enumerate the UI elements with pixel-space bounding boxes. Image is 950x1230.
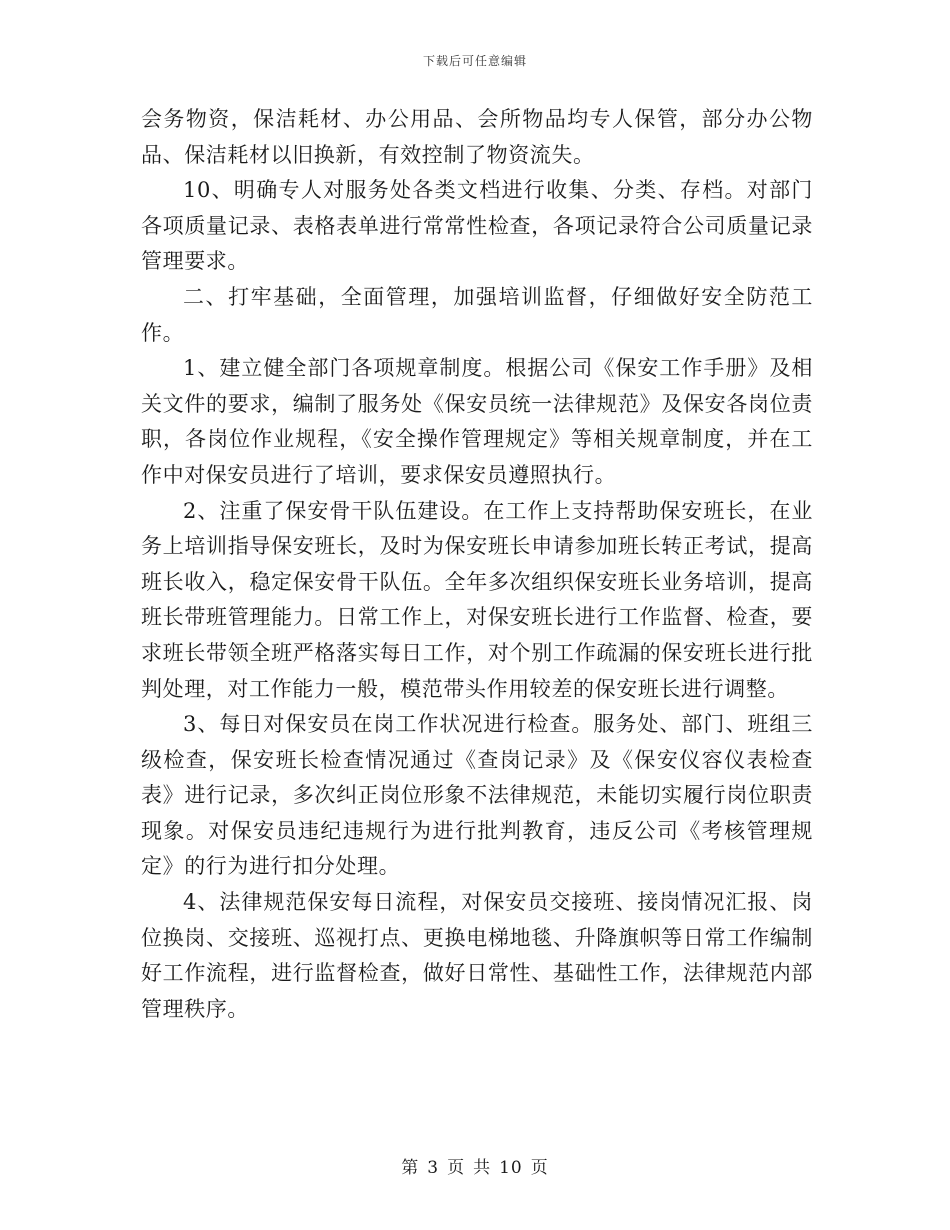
section-heading-2: 二、打牢基础，全面管理，加强培训监督，仔细做好安全防范工作。 [141, 284, 813, 345]
document-body [141, 102, 813, 1027]
paragraph-item-4: 4、法律规范保安每日流程，对保安员交接班、接岗情况汇报、岗位换岗、交接班、巡视打点、更换电梯地毯、升降旗帜等日常工作编制好工作流程，进行监督检查，做好日常性、基础性工作，法律规范内部管理秩序。 [141, 890, 813, 1021]
paragraph-item-2: 2、注重了保安骨干队伍建设。在工作上支持帮助保安班长，在业务上培训指导保安班长，及时为保安班长申请参加班长转正考试，提高班长收入，稳定保安骨干队伍。全年多次组织保安班长业务培训，提高班长带班管理能力。日常工作上，对保安班长进行工作监督、检查，要求班长带领全班严格落实每日工作，对个别工作疏漏的保安班长进行批判处理，对工作能力一般，模范带头作用较差的保安班长进行调整。 [141, 498, 813, 701]
paragraph-continuation: 会务物资，保洁耗材、办公用品、会所物品均专人保管，部分办公物品、保洁耗材以旧换新，有效控制了物资流失。 [141, 107, 813, 167]
page-header: 下载后可任意编辑 [422, 54, 527, 68]
footer-total-word: 共 [473, 1158, 492, 1178]
paragraph-item-10: 10、明确专人对服务处各类文档进行收集、分类、存档。对部门各项质量记录、表格表单进行常常性检查，各项记录符合公司质量记录管理要求。 [141, 178, 813, 274]
footer-current-page: 3 [427, 1158, 440, 1178]
page-footer [0, 1153, 950, 1178]
footer-suffix: 页 [530, 1158, 549, 1178]
footer-page-word: 页 [447, 1158, 466, 1178]
paragraph-item-3: 3、每日对保安员在岗工作状况进行检查。服务处、部门、班组三级检查，保安班长检查情况通过《查岗记录》及《保安仪容仪表检查表》进行记录，多次纠正岗位形象不法律规范，未能切实履行岗位职责现象。对保安员违纪违规行为进行批判教育，违反公司《考核管理规定》的行为进行扣分处理。 [141, 712, 813, 879]
footer-prefix: 第 [401, 1158, 420, 1178]
paragraph-item-1: 1、建立健全部门各项规章制度。根据公司《保安工作手册》及相关文件的要求，编制了服务处《保安员统一法律规范》及保安各岗位责职，各岗位作业规程，《安全操作管理规定》等相关规章制度，并在工作中对保安员进行了培训，要求保安员遵照执行。 [141, 356, 813, 487]
footer-total-pages: 10 [499, 1158, 523, 1178]
